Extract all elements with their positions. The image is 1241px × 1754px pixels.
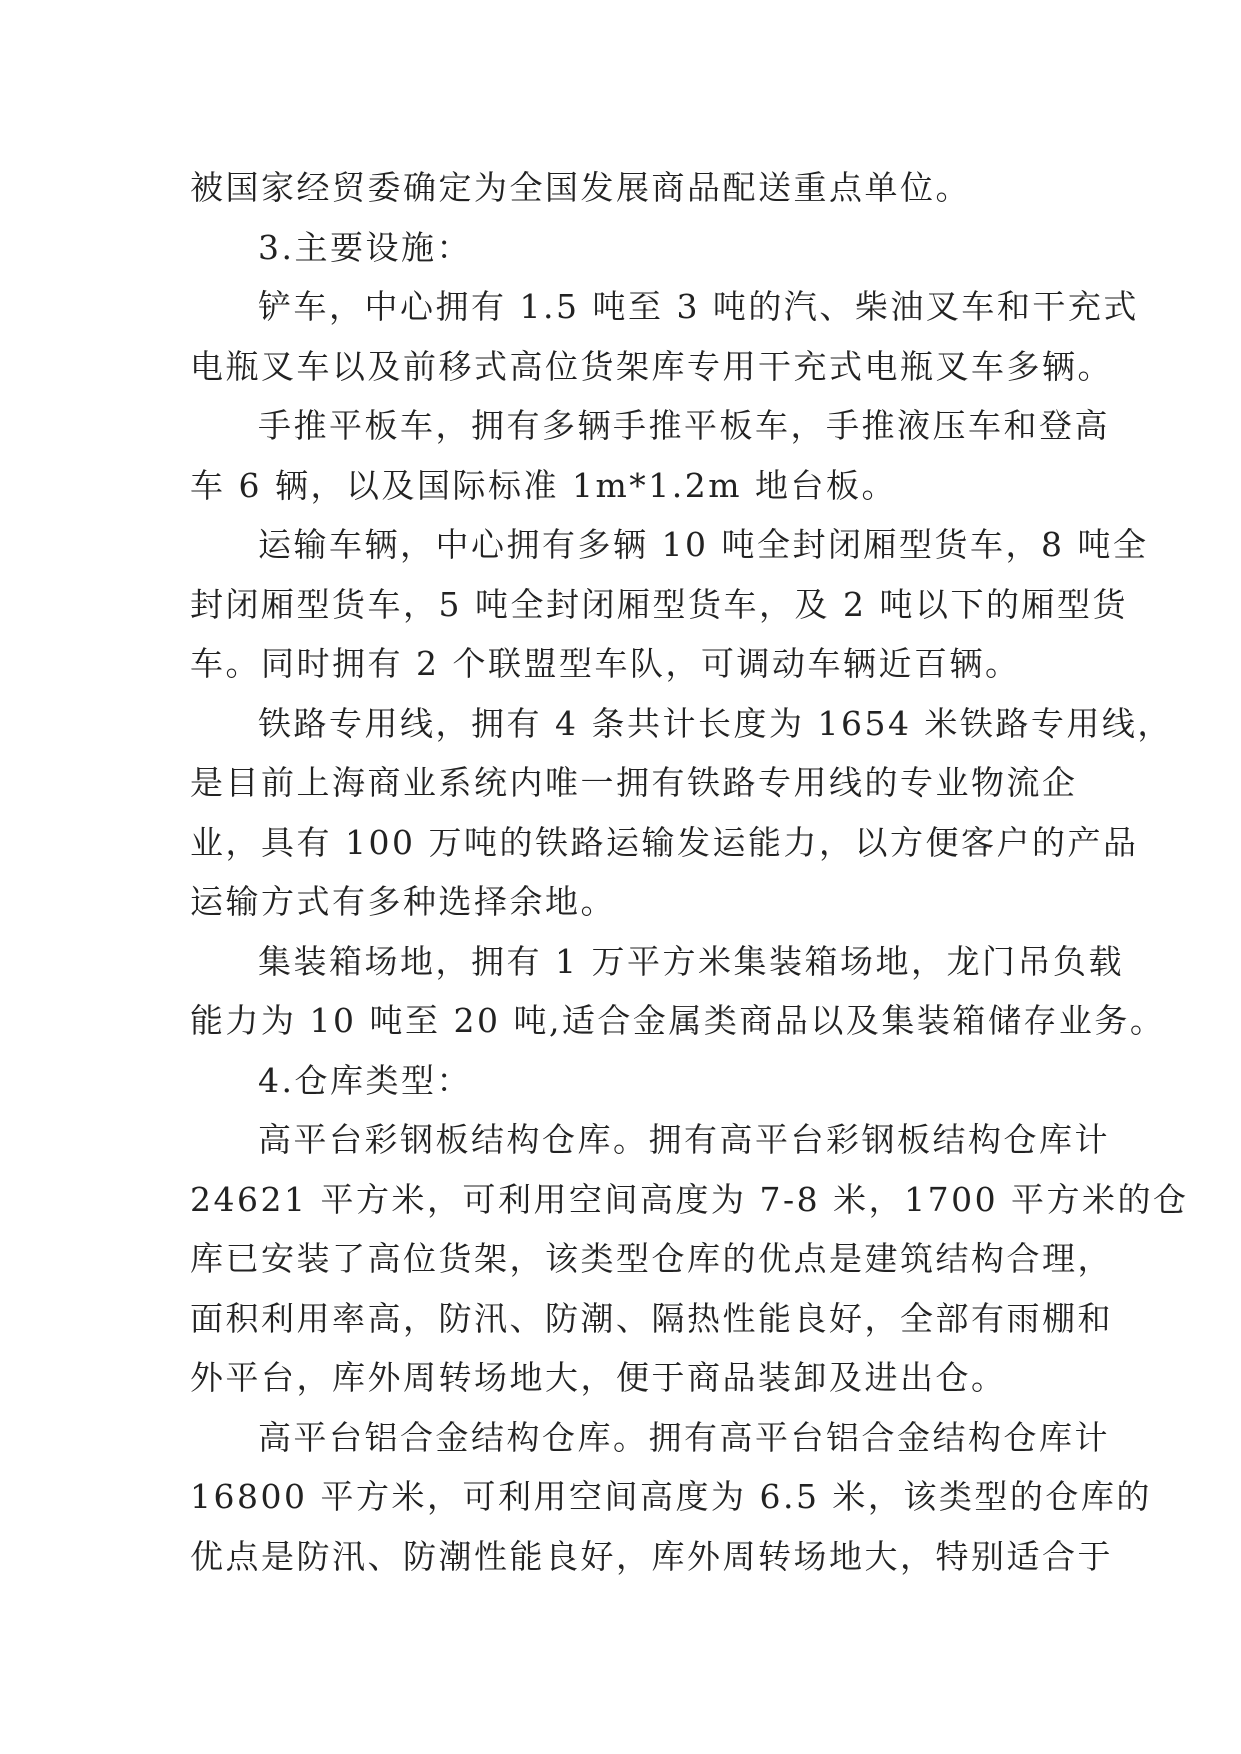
text-line: 业，具有 100 万吨的铁路运输发运能力，以方便客户的产品 bbox=[190, 822, 1139, 862]
text-line: 优点是防汛、防潮性能良好，库外周转场地大，特别适合于 bbox=[190, 1536, 1113, 1576]
text-line: 能力为 10 吨至 20 吨,适合金属类商品以及集装箱储存业务。 bbox=[190, 1001, 1166, 1040]
text-line: 库已安装了高位货架，该类型仓库的优点是建筑结构合理， bbox=[190, 1239, 1113, 1278]
text-line: 3.主要设施： bbox=[258, 227, 472, 267]
text-line: 4.仓库类型： bbox=[258, 1060, 472, 1100]
text-line: 手推平板车，拥有多辆手推平板车，手推液压车和登高 bbox=[258, 406, 1110, 445]
text-line: 外平台，库外周转场地大，便于商品装卸及进出仓。 bbox=[190, 1358, 1007, 1397]
text-line: 高平台彩钢板结构仓库。拥有高平台彩钢板结构仓库计 bbox=[258, 1120, 1110, 1159]
text-line: 16800 平方米，可利用空间高度为 6.5 米，该类型的仓库的 bbox=[190, 1477, 1152, 1516]
text-line: 车。同时拥有 2 个联盟型车队，可调动车辆近百辆。 bbox=[190, 644, 1021, 683]
text-line: 车 6 辆，以及国际标准 1m*1.2m 地台板。 bbox=[190, 465, 898, 505]
text-line: 运输方式有多种选择余地。 bbox=[190, 882, 616, 921]
text-line: 面积利用率高，防汛、防潮、隔热性能良好，全部有雨棚和 bbox=[190, 1298, 1113, 1338]
text-line: 24621 平方米，可利用空间高度为 7-8 米，1700 平方米的仓 bbox=[190, 1179, 1189, 1219]
text-line: 电瓶叉车以及前移式高位货架库专用干充式电瓶叉车多辆。 bbox=[190, 346, 1113, 386]
text-line: 集装箱场地，拥有 1 万平方米集装箱场地，龙门吊负载 bbox=[258, 941, 1124, 981]
document-body bbox=[190, 158, 1189, 1586]
text-line: 铲车，中心拥有 1.5 吨至 3 吨的汽、柴油叉车和干充式 bbox=[258, 287, 1139, 326]
text-line: 封闭厢型货车，5 吨全封闭厢型货车，及 2 吨以下的厢型货 bbox=[190, 584, 1128, 624]
text-line: 运输车辆，中心拥有多辆 10 吨全封闭厢型货车，8 吨全 bbox=[258, 525, 1149, 564]
text-line: 高平台铝合金结构仓库。拥有高平台铝合金结构仓库计 bbox=[258, 1417, 1110, 1457]
text-line: 是目前上海商业系统内唯一拥有铁路专用线的专业物流企 bbox=[190, 763, 1078, 802]
text-line: 被国家经贸委确定为全国发展商品配送重点单位。 bbox=[190, 168, 971, 207]
text-line: 铁路专用线，拥有 4 条共计长度为 1654 米铁路专用线， bbox=[258, 703, 1173, 743]
